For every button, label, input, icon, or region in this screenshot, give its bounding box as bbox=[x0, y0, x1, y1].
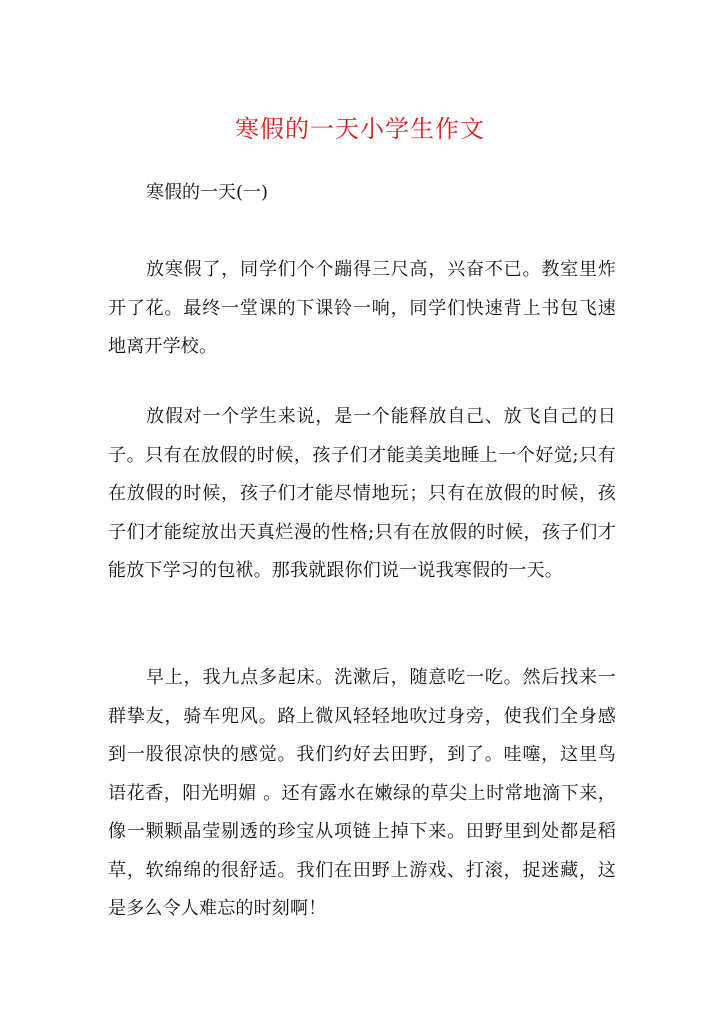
paragraph-2: 放假对一个学生来说，是一个能释放自己、放飞自己的日子。只有在放假的时候，孩子们才能美美地睡上一个好觉;只有在放假的时候，孩子们才能尽情地玩；只有在放假的时候，孩子们才能绽放出天真烂漫的性格;只有在放假的时候，孩子们才能放下学习的包袱。那我就跟你们说一说我寒假的一天。 bbox=[108, 406, 616, 581]
document-subtitle: 寒假的一天(一) bbox=[146, 182, 269, 203]
paragraph-1: 放寒假了，同学们个个蹦得三尺高，兴奋不已。教室里炸开了花。最终一堂课的下课铃一响，同学们快速背上书包飞速地离开学校。 bbox=[108, 259, 616, 357]
document-title: 寒假的一天小学生作文 bbox=[235, 115, 485, 143]
paragraph-3: 早上，我九点多起床。洗漱后，随意吃一吃。然后找来一群挚友，骑车兜风。路上微风轻轻地吹过身旁，使我们全身感到一股很凉快的感觉。我们约好去田野，到了。哇噻，这里鸟语花香，阳光明媚 。还有露水在嫩绿的草尖上时常地滴下来，像一颗颗晶莹剔透的珍宝从项链上掉下来。田野里到处都是稻草，软绵绵的很舒适。我们在田野上游戏、打滚，捉迷藏，这是多么令人难忘的时刻啊！ bbox=[108, 667, 616, 919]
